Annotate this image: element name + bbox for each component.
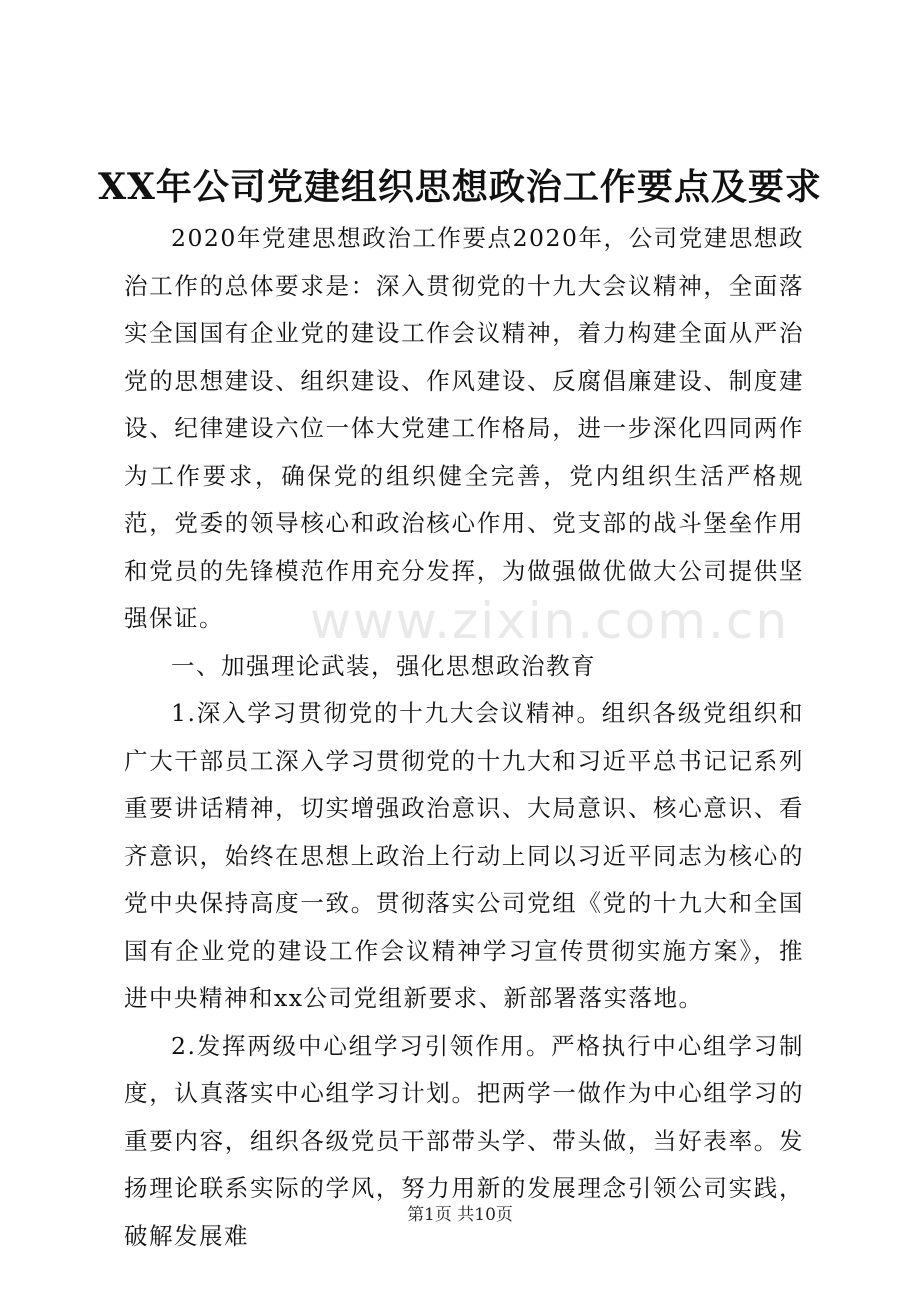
document-title: XX年公司党建组织思想政治工作要点及要求 (98, 166, 822, 208)
paragraph-item-1: 1.深入学习贯彻党的十九大会议精神。组织各级党组织和广大干部员工深入学习贯彻党的十九大和习近平总书记记系列重要讲话精神，切实增强政治意识、大局意识、核心意识、看齐意识，始终在思想上政治上行动上同以习近平同志为核心的党中央保持高度一致。贯彻落实公司党组《党的十九大和全国国有企业党的建设工作会议精神学习宣传贯彻实施方案》，推进中央精神和xx公司党组新要求、新部署落实落地。 (124, 699, 804, 1012)
document-body (124, 215, 804, 1260)
page-footer: 第1页 共10页 (407, 1205, 513, 1225)
paragraph-intro: 2020年党建思想政治工作要点2020年，公司党建思想政治工作的总体要求是：深入贯彻党的十九大会议精神，全面落实全国国有企业党的建设工作会议精神，着力构建全面从严治党的思想建设、组织建设、作风建设、反腐倡廉建设、制度建设、纪律建设六位一体大党建工作格局，进一步深化四同两作为工作要求，确保党的组织健全完善，党内组织生活严格规范，党委的领导核心和政治核心作用、党支部的战斗堡垒作用和党员的先锋模范作用充分发挥，为做强做优做大公司提供坚强保证。 (124, 224, 804, 632)
paragraph-item-2: 2.发挥两级中心组学习引领作用。严格执行中心组学习制度，认真落实中心组学习计划。把两学一做作为中心组学习的重要内容，组织各级党员干部带头学、带头做，当好表率。发扬理论联系实际的学风，努力用新的发展理念引领公司实践，破解发展难 (124, 1031, 804, 1250)
watermark: www.zixin.com.cn (310, 592, 790, 650)
section-heading: 一、加强理论武装，强化思想政治教育 (171, 651, 596, 680)
